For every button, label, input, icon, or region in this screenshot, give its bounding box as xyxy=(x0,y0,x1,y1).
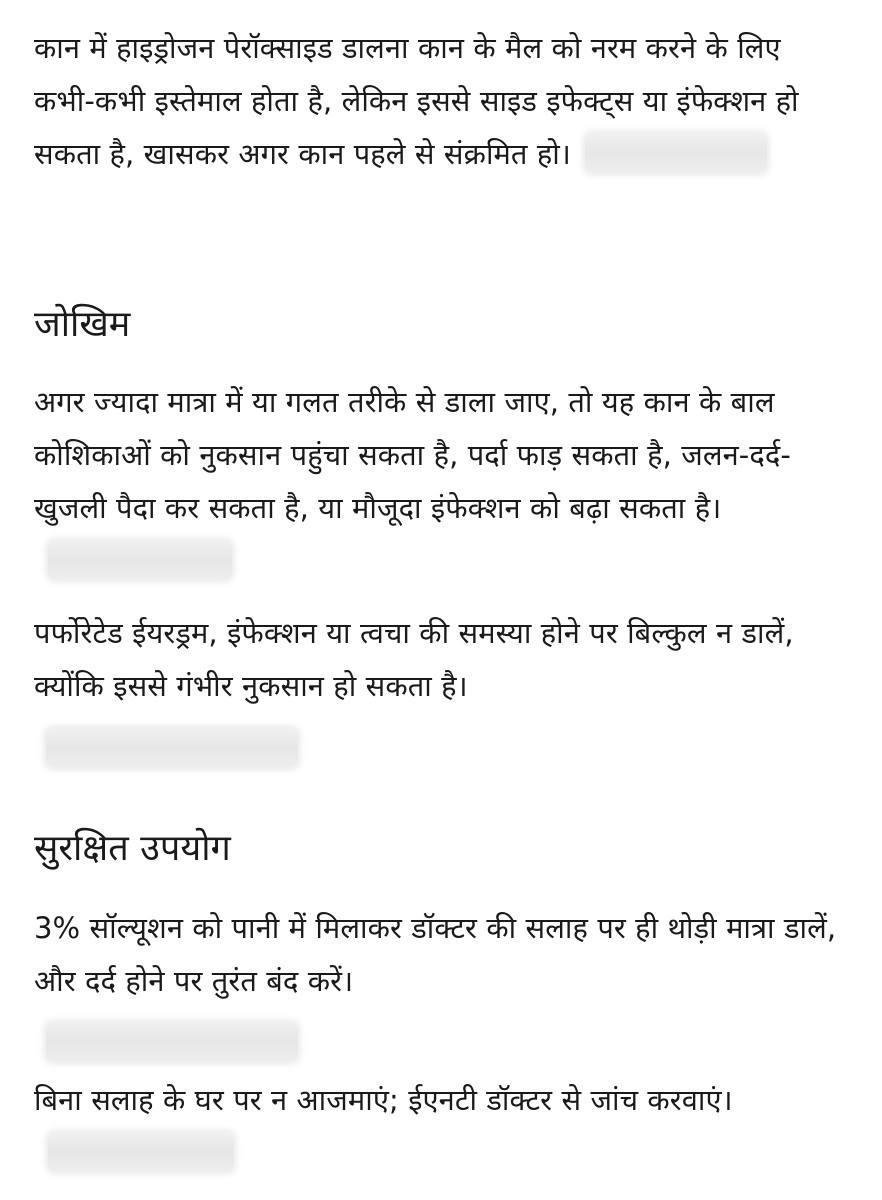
citation-chip[interactable] xyxy=(46,1022,298,1062)
risks-paragraph-1 xyxy=(34,376,849,588)
risks-paragraph-2-text: पर्फोरेटेड ईयरड्रम, इंफेक्शन या त्वचा की समस्या होने पर बिल्कुल न डालें, क्योंकि इससे गंभीर नुकसान हो सकता है। xyxy=(34,616,794,703)
intro-text: कान में हाइड्रोजन पेरॉक्साइड डालना कान के मैल को नरम करने के लिए कभी-कभी इस्तेमाल होता है, लेकिन इससे साइड इफेक्ट्स या इंफेक्शन हो सकता है, खासकर अगर कान पहले से संक्रमित हो। xyxy=(34,31,799,171)
citation-chip[interactable] xyxy=(585,133,767,173)
citation-chip[interactable] xyxy=(48,540,232,580)
intro-paragraph xyxy=(34,22,849,181)
safe-use-paragraph-1 xyxy=(34,902,849,1008)
safe-use-heading: सुरक्षित उपयोग xyxy=(34,828,231,869)
safe-use-paragraph-1-text: 3% सॉल्यूशन को पानी में मिलाकर डॉक्टर की सलाह पर ही थोड़ी मात्रा डालें, और दर्द होने पर तुरंत बंद करें। xyxy=(34,911,837,998)
citation-chip[interactable] xyxy=(48,1132,234,1172)
safe-use-paragraph-2 xyxy=(34,1074,849,1180)
citation-chip[interactable] xyxy=(46,728,298,768)
safe-use-paragraph-2-text: बिना सलाह के घर पर न आजमाएं; ईएनटी डॉक्टर से जांच करवाएं। xyxy=(34,1083,733,1117)
risks-paragraph-1-text: अगर ज्यादा मात्रा में या गलत तरीके से डाला जाए, तो यह कान के बाल कोशिकाओं को नुकसान पहुंचा सकता है, पर्दा फाड़ सकता है, जलन-दर्द-खुजली पैदा कर सकता है, या मौजूदा इंफेक्शन को बढ़ा सकता है। xyxy=(34,385,791,525)
risks-heading: जोखिम xyxy=(34,304,131,345)
risks-paragraph-2 xyxy=(34,607,849,713)
